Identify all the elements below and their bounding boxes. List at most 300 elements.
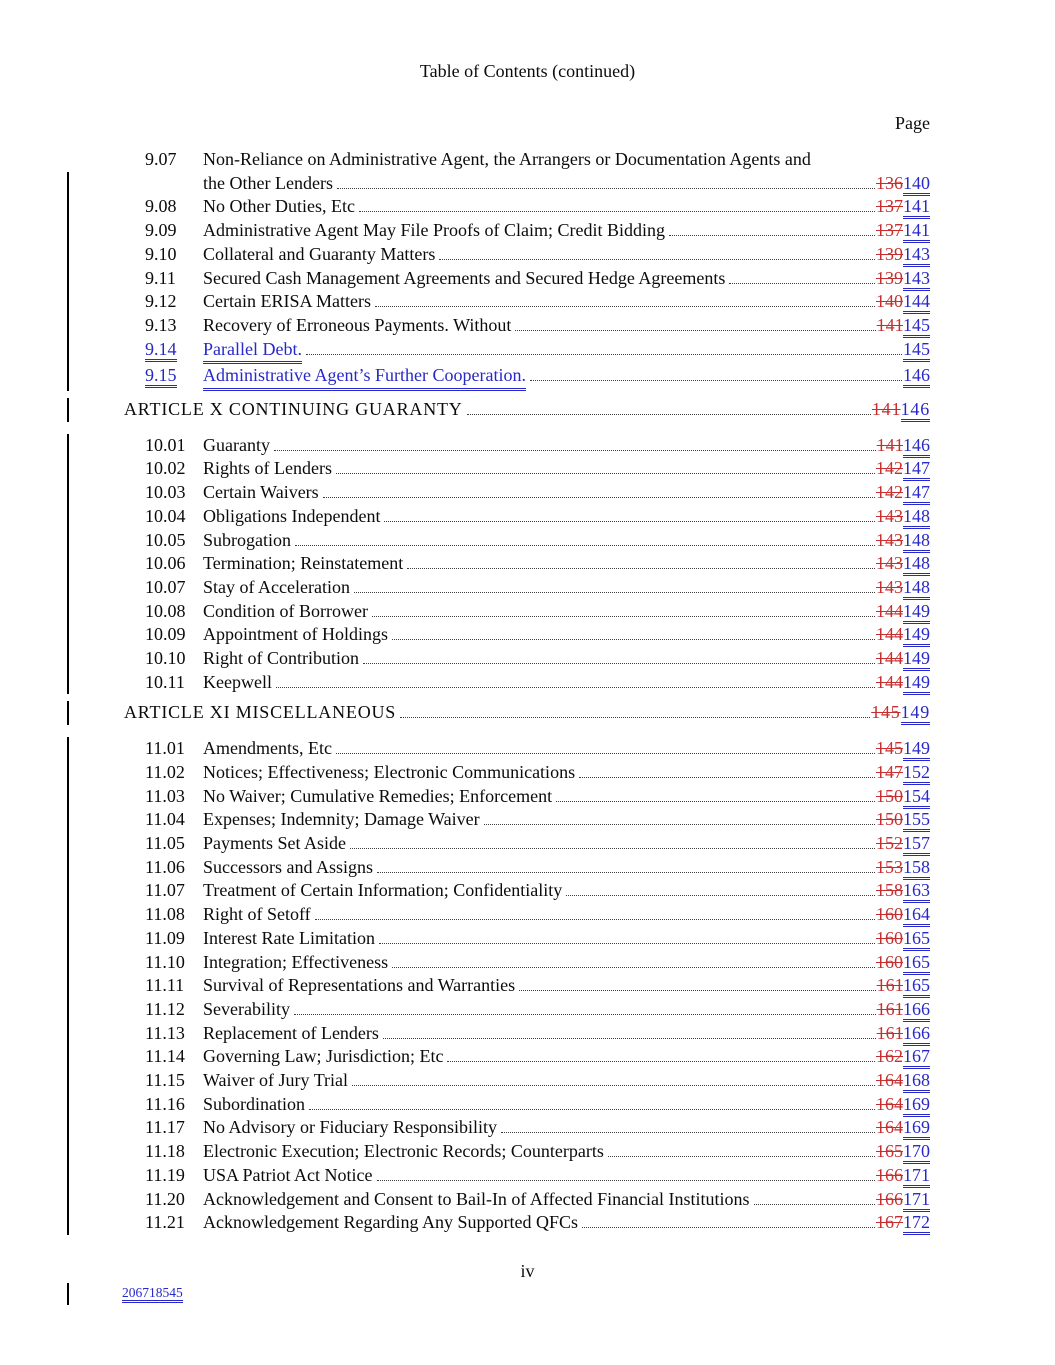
page-numbers <box>876 195 930 219</box>
dot-leader <box>484 824 875 825</box>
new-page-number: 165 <box>903 975 930 998</box>
section-number <box>145 1116 203 1140</box>
section-title: No Other Duties, Etc <box>203 196 355 217</box>
new-page-number: 168 <box>903 1070 930 1093</box>
page-numbers <box>876 1140 930 1164</box>
toc-entry-row <box>124 364 930 391</box>
toc-entry-row <box>124 434 930 458</box>
toc-line <box>124 148 930 172</box>
old-page-number: 143 <box>876 553 903 574</box>
toc-entry-row <box>124 671 930 695</box>
section-number <box>145 737 203 761</box>
section-title: Non-Reliance on Administrative Agent, the Arrangers or Documentation Agents and <box>203 149 811 169</box>
section-title: Right of Contribution <box>203 648 360 669</box>
old-page-number: 142 <box>876 482 903 503</box>
dot-leader <box>294 1014 876 1015</box>
dot-leader <box>467 414 871 415</box>
change-bar <box>67 1045 69 1069</box>
new-page-number: 146 <box>903 365 930 388</box>
dot-leader <box>530 380 902 381</box>
dot-leader <box>377 1180 876 1181</box>
change-bar <box>67 1140 69 1164</box>
new-page-number: 143 <box>903 268 930 291</box>
toc-line <box>124 974 930 998</box>
toc-entry-row <box>124 761 930 785</box>
old-page-number: 158 <box>876 880 903 901</box>
toc-line <box>124 1140 930 1164</box>
new-page-number: 169 <box>903 1117 930 1140</box>
toc-entry-row <box>124 974 930 998</box>
section-number-text: 10.11 <box>145 671 185 692</box>
section-title: Survival of Representations and Warranties <box>203 975 516 996</box>
page-numbers <box>876 856 930 880</box>
section-title: Collateral and Guaranty Matters <box>203 243 436 264</box>
toc-line <box>124 785 930 809</box>
dot-leader <box>447 1061 875 1062</box>
section-number-text: 9.14 <box>145 339 177 362</box>
new-page-number: 167 <box>903 1046 930 1069</box>
dot-leader <box>336 753 875 754</box>
toc-entry-row <box>124 267 930 291</box>
page-numbers <box>903 364 930 388</box>
toc-entry-row <box>124 314 930 338</box>
page-numbers <box>876 1045 930 1069</box>
page-numbers <box>876 832 930 856</box>
section-number-text: 11.17 <box>145 1117 185 1138</box>
toc-line <box>124 1069 930 1093</box>
change-bar <box>67 576 69 600</box>
dot-leader <box>608 1156 875 1157</box>
old-page-number: 161 <box>876 1022 903 1043</box>
page-number-roman: iv <box>520 1261 535 1281</box>
toc-entry-row <box>124 1164 930 1188</box>
change-bar <box>67 505 69 529</box>
new-page-number: 148 <box>903 553 930 576</box>
old-page-number: 144 <box>876 671 903 692</box>
new-page-number: 170 <box>903 1141 930 1164</box>
old-page-number: 164 <box>876 1117 903 1138</box>
section-number <box>145 505 203 529</box>
section-number <box>145 314 203 338</box>
toc-entry-row <box>124 529 930 553</box>
change-bar <box>67 398 69 422</box>
section-title: Acknowledgement Regarding Any Supported QFCs <box>203 1212 578 1233</box>
page-numbers <box>876 529 930 553</box>
page-numbers <box>876 1164 930 1188</box>
dot-leader <box>392 967 875 968</box>
new-page-number: 158 <box>903 857 930 880</box>
change-bar <box>67 903 69 927</box>
toc-line <box>124 1164 930 1188</box>
section-number-text: 10.08 <box>145 600 186 621</box>
section-number-text: 11.15 <box>145 1070 185 1091</box>
old-page-number: 143 <box>876 576 903 597</box>
toc-line <box>124 647 930 671</box>
old-page-number: 153 <box>876 856 903 877</box>
section-title: Parallel Debt. <box>203 338 302 365</box>
old-page-number: 139 <box>876 243 903 264</box>
change-bar <box>67 856 69 880</box>
section-title: Obligations Independent <box>203 505 381 526</box>
old-page-number: 160 <box>876 927 903 948</box>
section-title: Amendments, Etc <box>203 738 332 759</box>
toc-article-row <box>124 398 930 422</box>
page-numbers <box>876 1069 930 1093</box>
dot-leader <box>669 235 875 236</box>
old-page-number: 140 <box>876 291 903 312</box>
new-page-number: 149 <box>903 624 930 647</box>
change-bar <box>67 879 69 903</box>
section-title: Guaranty <box>203 434 270 455</box>
change-bar <box>67 338 69 365</box>
section-number-text: 9.15 <box>145 365 177 388</box>
old-page-number: 160 <box>876 904 903 925</box>
section-number-text: 10.06 <box>145 553 186 574</box>
section-number-text: 11.03 <box>145 785 185 806</box>
section-number-text: 11.13 <box>145 1022 185 1043</box>
toc-entry-row <box>124 338 930 365</box>
dot-leader <box>579 777 875 778</box>
toc-line <box>124 1211 930 1235</box>
dot-leader <box>372 616 875 617</box>
change-bar <box>67 974 69 998</box>
section-title: Waiver of Jury Trial <box>203 1070 349 1091</box>
toc-entry-row <box>124 1093 930 1117</box>
dot-leader <box>392 639 875 640</box>
section-number-text: 11.04 <box>145 809 185 830</box>
new-page-number: 154 <box>903 786 930 809</box>
section-number-text: 11.20 <box>145 1188 185 1209</box>
toc-entry-row <box>124 1140 930 1164</box>
dot-leader <box>337 188 875 189</box>
toc-line <box>124 364 930 391</box>
page-numbers <box>877 314 930 338</box>
section-number <box>145 267 203 291</box>
new-page-number: 146 <box>901 399 930 422</box>
page-numbers <box>876 1188 930 1212</box>
old-page-number: 144 <box>876 600 903 621</box>
section-number-text: 11.14 <box>145 1046 185 1067</box>
toc-line <box>124 1045 930 1069</box>
section-title: ARTICLE X CONTINUING GUARANTY <box>124 399 463 420</box>
change-bar <box>67 1164 69 1188</box>
dot-leader <box>359 211 875 212</box>
section-number-text: 10.05 <box>145 529 186 550</box>
dot-leader <box>336 473 875 474</box>
change-bar <box>67 267 69 291</box>
section-number-text: 11.09 <box>145 927 185 948</box>
new-page-number: 147 <box>903 482 930 505</box>
section-number-text: 11.05 <box>145 832 185 853</box>
page-numbers <box>876 243 930 267</box>
toc-entry-row <box>124 290 930 314</box>
change-bar <box>67 243 69 267</box>
section-number <box>145 481 203 505</box>
toc-entry-row <box>124 1188 930 1212</box>
section-number <box>145 219 203 243</box>
old-page-number: 136 <box>876 172 903 193</box>
page-numbers <box>876 903 930 927</box>
dot-leader <box>556 801 875 802</box>
section-number <box>145 552 203 576</box>
old-page-number: 145 <box>876 738 903 759</box>
section-title: ARTICLE XI MISCELLANEOUS <box>124 702 397 723</box>
dot-leader <box>519 990 876 991</box>
toc-line <box>124 903 930 927</box>
section-number-text: 9.12 <box>145 291 177 312</box>
toc-line <box>124 290 930 314</box>
dot-leader <box>375 306 875 307</box>
section-number-text: 10.07 <box>145 576 186 597</box>
toc-line <box>124 576 930 600</box>
section-number <box>145 903 203 927</box>
page-numbers <box>876 927 930 951</box>
change-bar <box>67 761 69 785</box>
old-page-number: 150 <box>876 785 903 806</box>
section-title: Condition of Borrower <box>203 600 368 621</box>
change-bar <box>67 623 69 647</box>
toc-entry-row <box>124 505 930 529</box>
toc-line <box>124 529 930 553</box>
toc-entry-row <box>124 998 930 1022</box>
toc-entry-row <box>124 832 930 856</box>
section-number-text: 9.11 <box>145 267 176 288</box>
old-page-number: 160 <box>876 951 903 972</box>
section-title: No Waiver; Cumulative Remedies; Enforcement <box>203 785 553 806</box>
page-numbers <box>876 623 930 647</box>
document-id-text: 206718545 <box>122 1285 183 1303</box>
table-of-contents <box>124 148 930 1235</box>
new-page-number: 165 <box>903 928 930 951</box>
section-title: Stay of Acceleration <box>203 576 350 597</box>
toc-entry-row <box>124 1211 930 1235</box>
toc-entry-row <box>124 927 930 951</box>
dot-leader <box>515 330 875 331</box>
section-number <box>145 785 203 809</box>
page-numbers <box>876 879 930 903</box>
toc-line <box>124 172 930 196</box>
new-page-number: 149 <box>903 648 930 671</box>
new-page-number: 140 <box>903 173 930 196</box>
section-number <box>145 671 203 695</box>
page-numbers <box>876 761 930 785</box>
new-page-number: 164 <box>903 904 930 927</box>
old-page-number: 161 <box>876 998 903 1019</box>
page-numbers <box>876 290 930 314</box>
section-number <box>145 1140 203 1164</box>
change-bar <box>67 832 69 856</box>
section-number-text: 11.11 <box>145 975 185 996</box>
section-number <box>145 808 203 832</box>
section-number-text: 10.02 <box>145 458 186 479</box>
new-page-number: 148 <box>903 577 930 600</box>
old-page-number: 150 <box>876 809 903 830</box>
dot-leader <box>501 1132 875 1133</box>
section-title: Recovery of Erroneous Payments. Without <box>203 314 512 335</box>
page-numbers <box>876 951 930 975</box>
change-bar <box>67 481 69 505</box>
old-page-number: 143 <box>876 529 903 550</box>
section-number <box>145 761 203 785</box>
change-bar <box>67 1188 69 1212</box>
section-title: Right of Setoff <box>203 904 311 925</box>
toc-line <box>124 314 930 338</box>
new-page-number: 144 <box>903 291 930 314</box>
toc-line <box>124 761 930 785</box>
old-page-number: 137 <box>876 196 903 217</box>
section-title: Termination; Reinstatement <box>203 553 404 574</box>
section-number-text: 9.08 <box>145 196 177 217</box>
new-page-number: 149 <box>903 601 930 624</box>
content-area <box>124 112 930 1235</box>
page-numbers <box>877 998 930 1022</box>
dot-leader <box>754 1204 875 1205</box>
page-numbers <box>876 172 930 196</box>
section-title: Treatment of Certain Information; Confidentiality <box>203 880 563 901</box>
dot-leader <box>274 450 876 451</box>
old-page-number: 141 <box>876 434 903 455</box>
section-number-text: 11.07 <box>145 880 185 901</box>
section-number <box>145 879 203 903</box>
toc-entry-row <box>124 600 930 624</box>
section-number-text: 11.10 <box>145 951 185 972</box>
change-bar <box>67 998 69 1022</box>
section-number-text: 9.13 <box>145 314 177 335</box>
toc-entry-row <box>124 1022 930 1046</box>
section-number-text: 11.08 <box>145 904 185 925</box>
section-title: USA Patriot Act Notice <box>203 1164 373 1185</box>
section-number-text: 9.09 <box>145 220 177 241</box>
page-numbers <box>876 808 930 832</box>
section-number <box>145 195 203 219</box>
old-page-number: 161 <box>876 975 903 996</box>
section-title: Subordination <box>203 1093 305 1114</box>
dot-leader <box>315 919 875 920</box>
toc-entry-row <box>124 195 930 219</box>
section-number <box>145 974 203 998</box>
page-numbers <box>877 974 930 998</box>
section-title: Keepwell <box>203 671 272 692</box>
toc-line <box>124 457 930 481</box>
section-title: Certain Waivers <box>203 482 319 503</box>
section-number-text: 11.21 <box>145 1212 185 1233</box>
old-page-number: 162 <box>876 1046 903 1067</box>
section-number <box>145 1211 203 1235</box>
section-title-continued: the Other Lenders <box>203 172 333 193</box>
dot-leader <box>729 283 875 284</box>
page-numbers <box>877 434 930 458</box>
change-bar <box>67 951 69 975</box>
section-title: Certain ERISA Matters <box>203 291 371 312</box>
change-bar <box>67 671 69 695</box>
dot-leader <box>306 354 902 355</box>
toc-entry-row <box>124 808 930 832</box>
old-page-number: 143 <box>876 505 903 526</box>
section-number <box>145 832 203 856</box>
toc-entry-row <box>124 552 930 576</box>
old-page-number: 144 <box>876 648 903 669</box>
toc-entry-row <box>124 1045 930 1069</box>
section-title: No Advisory or Fiduciary Responsibility <box>203 1117 497 1138</box>
section-number-text: 11.02 <box>145 761 185 782</box>
toc-entry-row <box>124 457 930 481</box>
section-number <box>145 1188 203 1212</box>
toc-line <box>124 1093 930 1117</box>
dot-leader <box>566 895 875 896</box>
section-number-text: 10.03 <box>145 482 186 503</box>
dot-leader <box>383 1038 876 1039</box>
toc-line <box>124 338 930 365</box>
dot-leader <box>276 687 875 688</box>
page-numbers <box>872 398 930 422</box>
page-numbers <box>876 1093 930 1117</box>
old-page-number: 141 <box>876 314 903 335</box>
section-number-text: 10.10 <box>145 648 186 669</box>
change-bar <box>67 701 69 725</box>
old-page-number: 166 <box>876 1164 903 1185</box>
toc-entry-row <box>124 243 930 267</box>
new-page-number: 141 <box>903 220 930 243</box>
toc-line <box>124 808 930 832</box>
old-page-number: 165 <box>876 1141 903 1162</box>
toc-entry-row <box>124 951 930 975</box>
section-number <box>145 623 203 647</box>
old-page-number: 152 <box>876 832 903 853</box>
dot-leader <box>309 1109 875 1110</box>
page-heading: Table of Contents (continued) <box>419 61 636 81</box>
change-bar <box>67 314 69 338</box>
section-number <box>145 600 203 624</box>
section-number-text: 9.10 <box>145 243 177 264</box>
old-page-number: 145 <box>871 702 901 723</box>
toc-entry-row <box>124 623 930 647</box>
page-numbers <box>876 600 930 624</box>
section-title: Severability <box>203 998 290 1019</box>
toc-entry-row <box>124 785 930 809</box>
section-number-text: 11.01 <box>145 738 185 759</box>
toc-line <box>124 481 930 505</box>
new-page-number: 152 <box>903 762 930 785</box>
dot-leader <box>363 663 875 664</box>
section-title: Rights of Lenders <box>203 458 332 479</box>
toc-line <box>124 434 930 458</box>
toc-line <box>124 243 930 267</box>
toc-line <box>124 195 930 219</box>
page-numbers <box>876 219 930 243</box>
page-numbers <box>876 267 930 291</box>
toc-article-row <box>124 701 930 725</box>
section-number: 9.07 <box>145 149 177 169</box>
toc-entry-row <box>124 903 930 927</box>
toc-line <box>124 1188 930 1212</box>
section-title: Successors and Assigns <box>203 856 373 877</box>
change-bar <box>67 552 69 576</box>
toc-line <box>124 879 930 903</box>
change-bar <box>67 457 69 481</box>
toc-entry-row <box>124 879 930 903</box>
page-numbers <box>876 1211 930 1235</box>
section-title: Subrogation <box>203 529 291 550</box>
dot-leader <box>323 497 875 498</box>
section-title: Appointment of Holdings <box>203 624 388 645</box>
section-number-text: 10.04 <box>145 505 186 526</box>
old-page-number: 147 <box>876 761 903 782</box>
section-number <box>145 529 203 553</box>
section-number-text: 11.06 <box>145 856 185 877</box>
dot-leader <box>379 943 875 944</box>
section-number <box>145 856 203 880</box>
toc-line <box>124 856 930 880</box>
